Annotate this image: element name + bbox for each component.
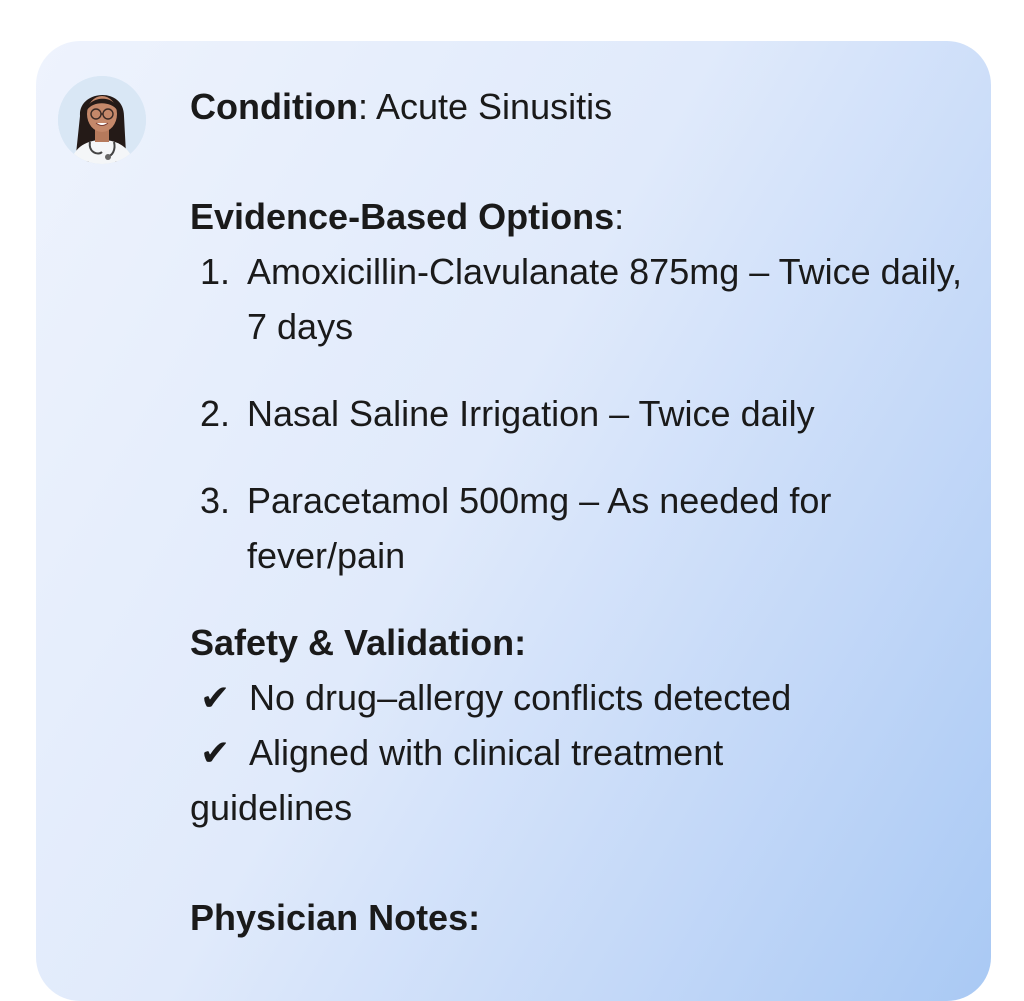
safety-heading: Safety & Validation:	[190, 622, 527, 663]
notes-heading: Physician Notes:	[190, 897, 481, 938]
message-card	[36, 41, 991, 1001]
option-item	[190, 473, 971, 583]
safety-item	[190, 670, 971, 725]
options-heading-line	[190, 189, 971, 244]
safety-item-text: Aligned with clinical treatment	[249, 732, 724, 773]
condition-line	[190, 79, 971, 134]
options-heading: Evidence-Based Options	[190, 196, 615, 237]
safety-item	[190, 725, 971, 780]
checkmark-icon: ✔	[200, 732, 231, 773]
checkmark-icon: ✔	[200, 677, 231, 718]
option-text: Paracetamol 500mg – As needed for fever/pain	[247, 480, 832, 576]
message-content	[190, 79, 971, 945]
option-text: Amoxicillin-Clavulanate 875mg – Twice daily, 7 days	[247, 251, 962, 347]
option-number: 1.	[200, 251, 231, 292]
option-text: Nasal Saline Irrigation – Twice daily	[247, 393, 815, 434]
options-heading-separator: :	[614, 196, 625, 237]
condition-value: Acute Sinusitis	[375, 86, 613, 127]
safety-item-continuation: guidelines	[190, 787, 353, 828]
option-number: 2.	[200, 393, 231, 434]
safety-item-text: No drug–allergy conflicts detected	[249, 677, 792, 718]
condition-separator: :	[357, 86, 368, 127]
condition-label: Condition	[190, 86, 358, 127]
option-number: 3.	[200, 480, 231, 521]
doctor-avatar-icon	[58, 76, 146, 164]
option-item	[190, 244, 971, 354]
option-item	[190, 386, 971, 441]
